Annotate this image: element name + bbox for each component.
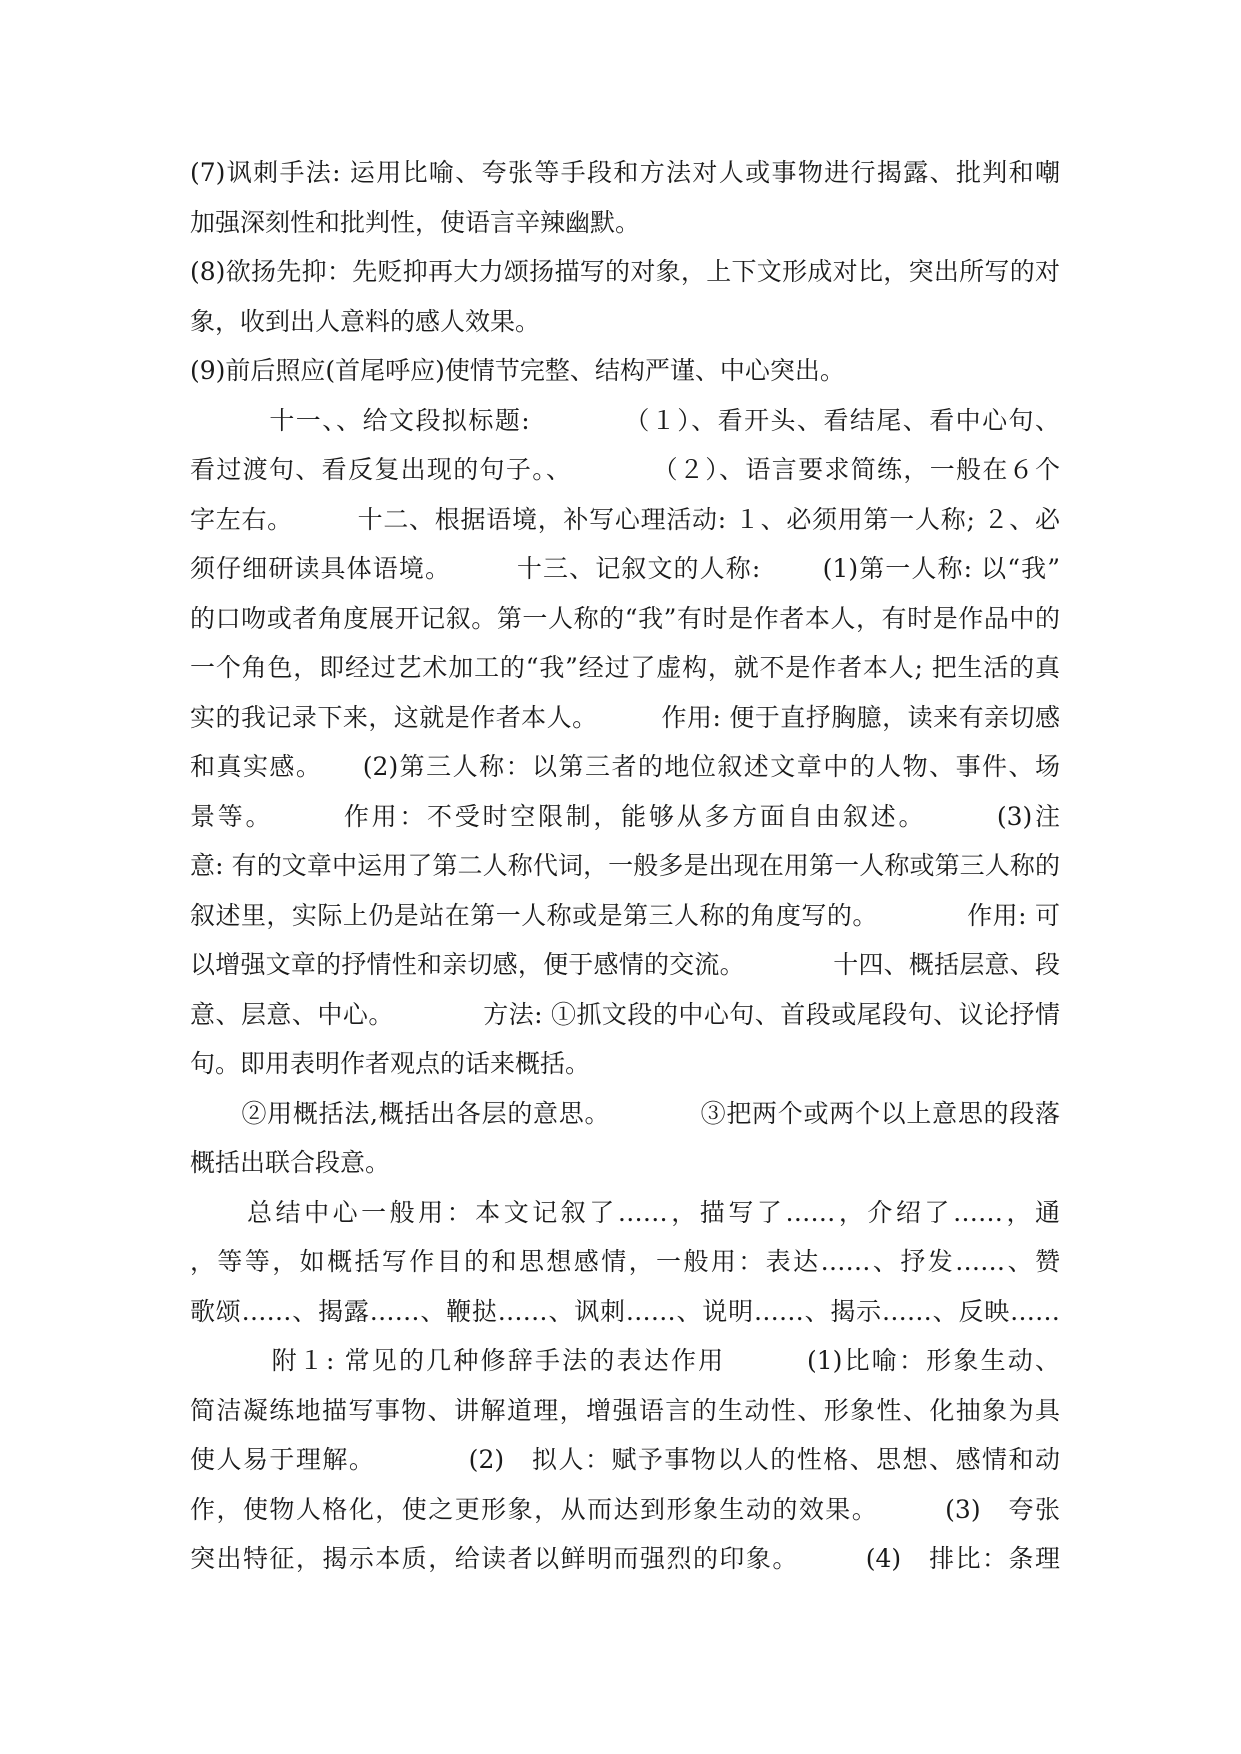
text-line: 一个角色，即经过艺术加工的“我”经过了虚构，就不是作者本人; 把生活的真 (190, 653, 1060, 682)
text-line: 象，收到出人意料的感人效果。 (190, 306, 541, 336)
text-line: 使人易于理解。 (2) 拟人：赋予事物以人的性格、思想、感情和动 (190, 1445, 1060, 1474)
text-line: 和真实感。 (2)第三人称：以第三者的地位叙述文章中的人物、事件、场 (190, 752, 1060, 781)
text-line: 意: 有的文章中运用了第二人称代词，一般多是出现在用第一人称或第三人称的 (190, 851, 1060, 880)
text-line: 以增强文章的抒情性和亲切感，便于感情的交流。 十四、概括层意、段 (190, 950, 1060, 979)
text-line: 景等。 作用：不受时空限制，能够从多方面自由叙述。 (3)注 (190, 801, 1060, 831)
body-text (190, 148, 1060, 1584)
text-line: 歌颂……、揭露……、鞭挞……、讽刺……、说明……、揭示……、反映…… (190, 1296, 1060, 1326)
text-line: 概括出联合段意。 (190, 1148, 391, 1177)
text-line: 句。即用表明作者观点的话来概括。 (190, 1049, 591, 1078)
text-line: 的口吻或者角度展开记叙。第一人称的“我”有时是作者本人，有时是作品中的 (190, 603, 1060, 633)
text-line: 实的我记录下来，这就是作者本人。 作用: 便于直抒胸臆，读来有亲切感 (190, 702, 1060, 732)
text-line: 看过渡句、看反复出现的句子。、 （２）、语言要求简练，一般在６个 (190, 455, 1060, 484)
text-line: ，等等，如概括写作目的和思想感情，一般用：表达……、抒发……、赞 (190, 1247, 1060, 1276)
text-line: 简洁凝练地描写事物、讲解道理，增强语言的生动性、形象性、化抽象为具 (190, 1395, 1060, 1425)
text-line: 附１: 常见的几种修辞手法的表达作用 (1)比喻：形象生动、 (190, 1346, 1060, 1375)
text-line: 作，使物人格化，使之更形象，从而达到形象生动的效果。 (3) 夸张 (190, 1494, 1060, 1524)
text-line: (7)讽刺手法: 运用比喻、夸张等手段和方法对人或事物进行揭露、批判和嘲 (190, 158, 1060, 187)
text-line: 字左右。 十二、根据语境，补写心理活动: １、必须用第一人称; ２、必 (190, 504, 1060, 534)
text-line: 须仔细研读具体语境。 十三、记叙文的人称: (1)第一人称: 以“我” (190, 554, 1060, 583)
text-line: (9)前后照应(首尾呼应)使情节完整、结构严谨、中心突出。 (190, 356, 845, 385)
text-line: 突出特征，揭示本质，给读者以鲜明而强烈的印象。 (4) 排比：条理 (190, 1544, 1060, 1573)
text-line: 十一、、给文段拟标题: （１）、看开头、看结尾、看中心句、 (190, 405, 1060, 435)
text-line: 叙述里，实际上仍是站在第一人称或是第三人称的角度写的。 作用: 可 (190, 900, 1060, 930)
text-line: 意、层意、中心。 方法: ①抓文段的中心句、首段或尾段句、议论抒情 (190, 999, 1060, 1029)
text-line: (8)欲扬先抑：先贬抑再大力颂扬描写的对象，上下文形成对比，突出所写的对 (190, 257, 1060, 286)
text-line: ②用概括法,概括出各层的意思。 ③把两个或两个以上意思的段落 (190, 1098, 1060, 1128)
text-line: 总结中心一般用：本文记叙了……，描写了……，介绍了……，通 (247, 1197, 1060, 1227)
text-line: 加强深刻性和批判性，使语言辛辣幽默。 (190, 207, 641, 237)
